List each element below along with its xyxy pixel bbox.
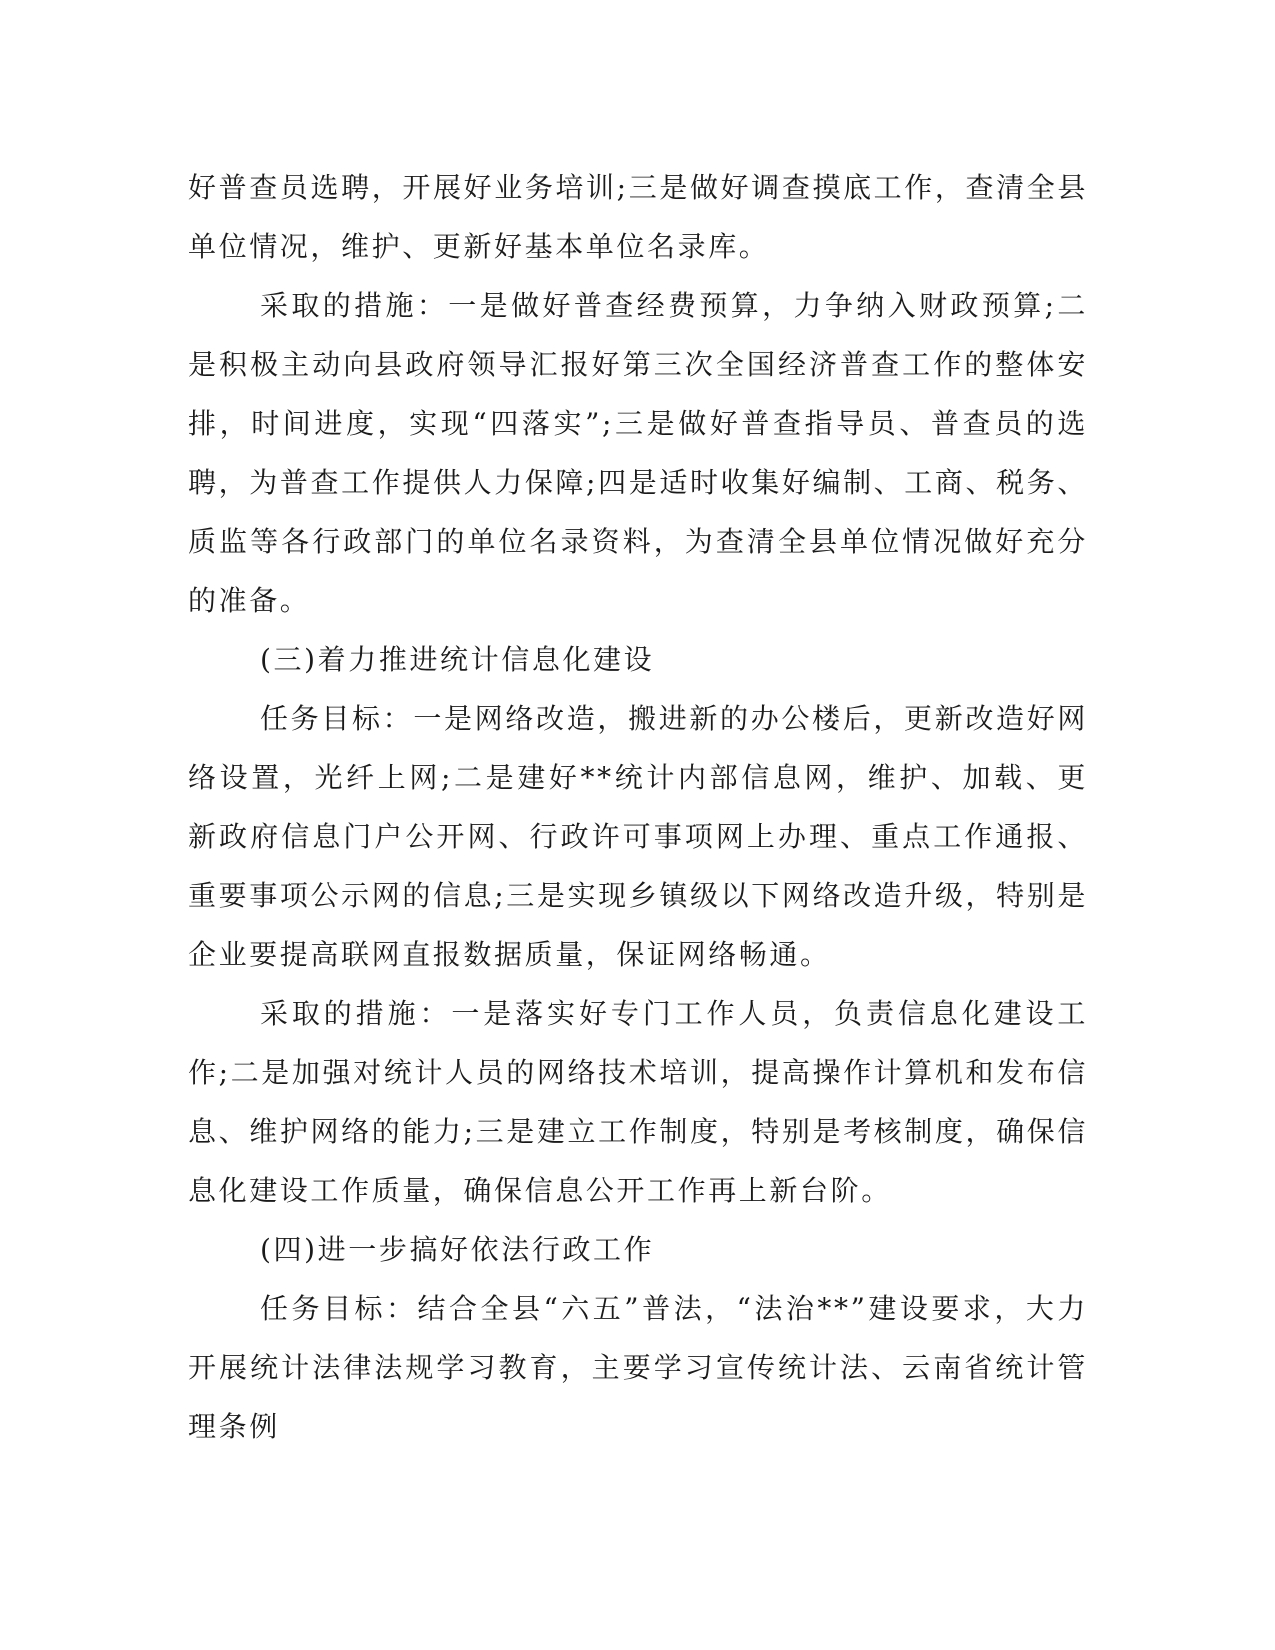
paragraph-measures-census: 采取的措施：一是做好普查经费预算，力争纳入财政预算;二是积极主动向县政府领导汇报好第三次全国经济普查工作的整体安排，时间进度，实现“四落实”;三是做好普查指导员、普查员的选聘，为普查工作提供人力保障;四是适时收集好编制、工商、税务、质监等各行政部门的单位名录资料，为查清全县单位情况做好充分的准备。 <box>188 289 1088 617</box>
paragraph-measures-informatization: 采取的措施：一是落实好专门工作人员，负责信息化建设工作;二是加强对统计人员的网络技术培训，提高操作计算机和发布信息、维护网络的能力;三是建立工作制度，特别是考核制度，确保信息化建设工作质量，确保信息公开工作再上新台阶。 <box>188 997 1088 1207</box>
paragraph-goals-law-administration: 任务目标：结合全县“六五”普法，“法治**”建设要求，大力开展统计法律法规学习教育，主要学习宣传统计法、云南省统计管理条例 <box>188 1292 1088 1443</box>
section-heading-law-administration: (四)进一步搞好依法行政工作 <box>260 1233 655 1266</box>
document-body <box>188 158 1088 1456</box>
paragraph-goals-informatization: 任务目标：一是网络改造，搬进新的办公楼后，更新改造好网络设置，光纤上网;二是建好**统计内部信息网，维护、加载、更新政府信息门户公开网、行政许可事项网上办理、重点工作通报、重要事项公示网的信息;三是实现乡镇级以下网络改造升级，特别是企业要提高联网直报数据质量，保证网络畅通。 <box>188 702 1088 971</box>
paragraph-continuation: 好普查员选聘，开展好业务培训;三是做好调查摸底工作，查清全县单位情况，维护、更新好基本单位名录库。 <box>188 171 1088 263</box>
section-heading-informatization: (三)着力推进统计信息化建设 <box>260 643 655 676</box>
